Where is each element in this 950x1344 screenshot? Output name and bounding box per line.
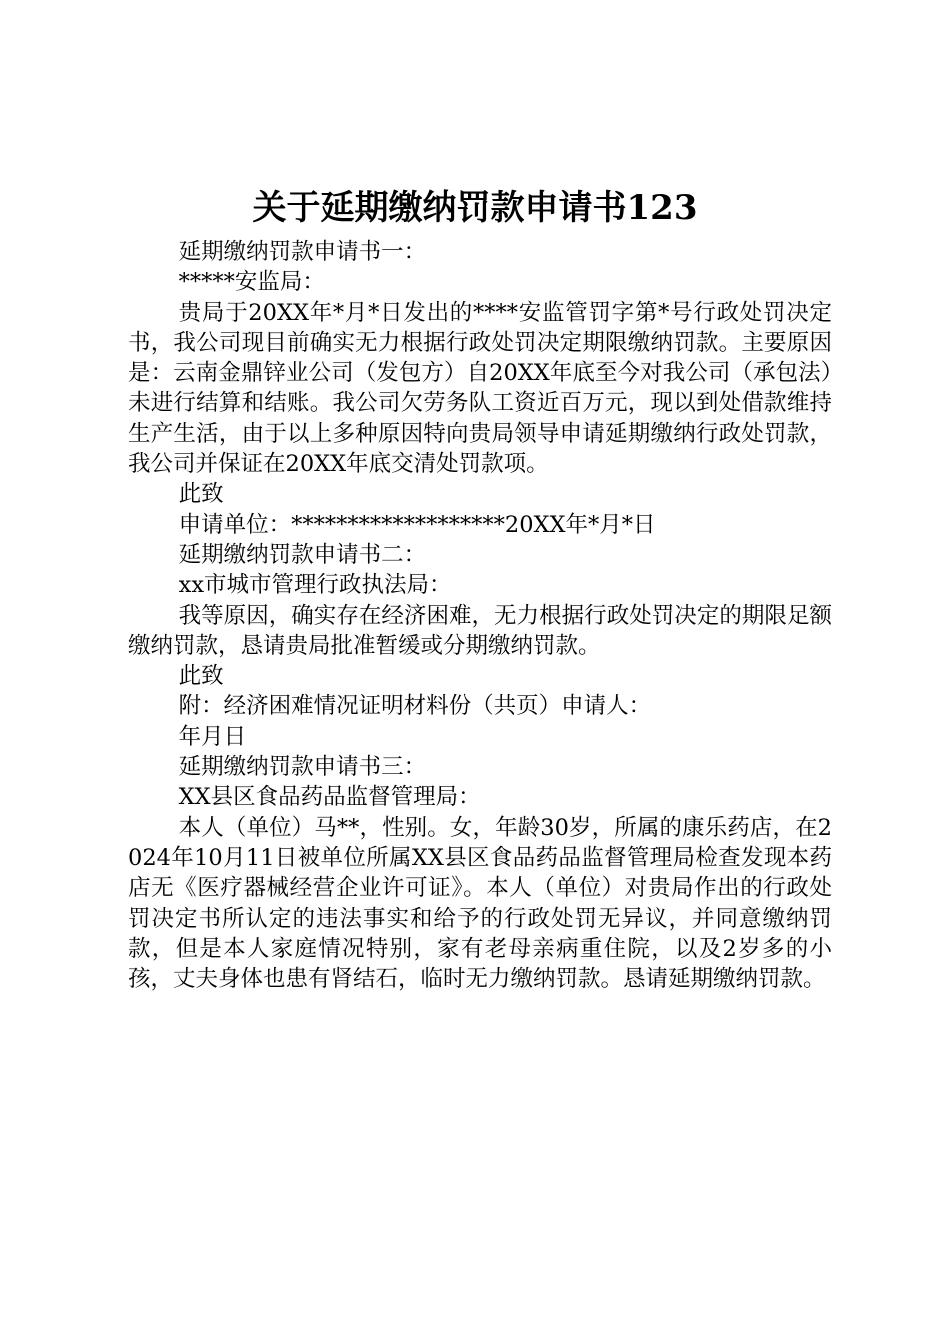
body-paragraph-three: 本人（单位）马**，性别。女，年龄30岁，所属的康乐药店，在2024年10月11日被单位所属XX县区食品药品监督管理局检查发现本药店无《医疗器械经营企业许可证》。本人（单位）对贵局作出的行政处罚决定书所认定的违法事实和给予的行政处罚无异议，并同意缴纳罚款，但是本人家庭情况特别，家有老母亲病重住院，以及2岁多的小孩，丈夫身体也患有肾结石，临时无力缴纳罚款。恳请延期缴纳罚款。 bbox=[128, 814, 832, 993]
closing-two: 此致 bbox=[178, 663, 224, 690]
date-line: 年月日 bbox=[178, 723, 247, 750]
body-paragraph-two: 我等原因，确实存在经济困难，无力根据行政处罚决定的期限足额缴纳罚款，恳请贵局批准暂缓或分期缴纳罚款。 bbox=[128, 602, 832, 659]
heading-letter-three: 延期缴纳罚款申请书三： bbox=[178, 754, 427, 781]
heading-letter-two: 延期缴纳罚款申请书二： bbox=[178, 541, 427, 568]
recipient-one: *****安监局： bbox=[178, 269, 325, 296]
body-paragraph-one: 贵局于20XX年*月*日发出的****安监管罚字第*号行政处罚决定书，我公司现目前确实无力根据行政处罚决定期限缴纳罚款。主要原因是：云南金鼎锌业公司（发包方）自20XX年底至今对我公司（承包法）未进行结算和结账。我公司欠劳务队工资近百万元，现以到处借款维持生产生活，由于以上多种原因特向贵局领导申请延期缴纳行政处罚款，我公司并保证在20XX年底交清处罚款项。 bbox=[128, 299, 832, 478]
attachment-line: 附：经济困难情况证明材料份（共页）申请人： bbox=[178, 693, 652, 720]
recipient-two: xx市城市管理行政执法局： bbox=[178, 572, 452, 599]
document-body bbox=[128, 237, 832, 994]
closing-one: 此致 bbox=[178, 481, 224, 508]
heading-letter-one: 延期缴纳罚款申请书一： bbox=[178, 239, 427, 265]
recipient-three: XX县区食品药品监督管理局： bbox=[178, 784, 481, 811]
document-title: 关于延期缴纳罚款申请书123 bbox=[252, 188, 698, 228]
signature-line-one: 申请单位：*******************20XX年*月*日 bbox=[178, 511, 656, 538]
